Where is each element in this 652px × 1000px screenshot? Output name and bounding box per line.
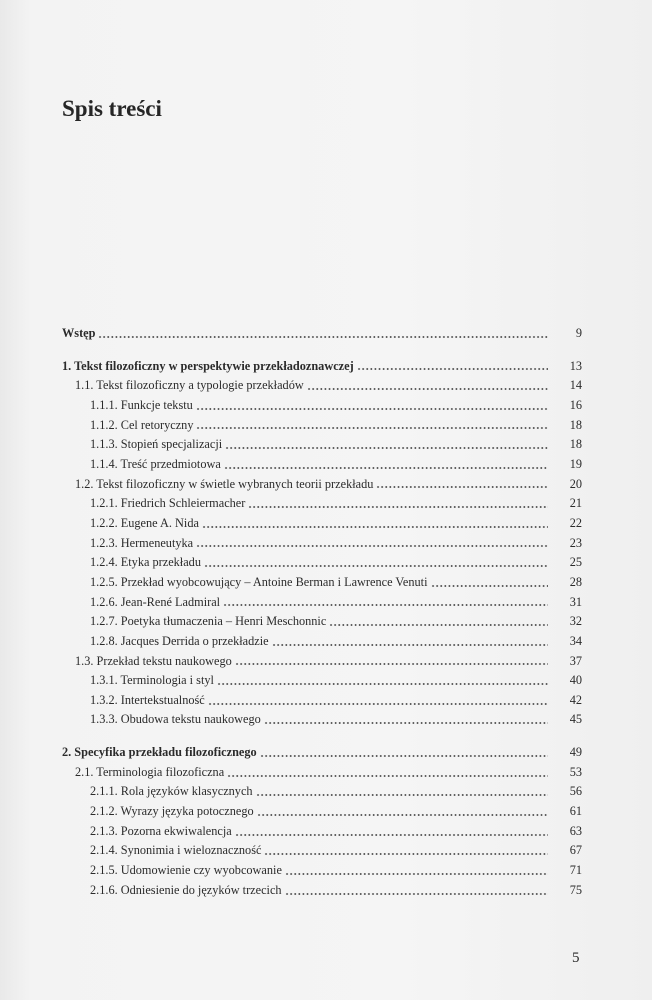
dot-leader <box>285 891 548 897</box>
toc-entry-page: 56 <box>569 784 582 799</box>
toc-entry-label: 2.1.1. Rola języków klasycznych <box>90 784 253 799</box>
toc-entry-label: 2.1. Terminologia filozoficzna <box>75 764 225 779</box>
toc-entry-label: 1. Tekst filozoficzny w perspektywie przekładoznawczej <box>62 358 354 373</box>
dot-leader <box>376 484 548 490</box>
dot-leader <box>217 681 548 687</box>
dot-leader <box>285 871 548 877</box>
dot-leader <box>260 753 548 759</box>
toc-entry-page: 21 <box>569 496 582 511</box>
toc-entry-page: 9 <box>575 326 582 340</box>
dot-leader <box>248 504 548 510</box>
toc-entry-page: 67 <box>569 843 582 858</box>
toc-entry-page: 49 <box>569 745 582 760</box>
toc-entry <box>62 455 582 475</box>
toc-entry-label: 1.3.3. Obudowa tekstu naukowego <box>90 712 261 727</box>
toc-entry-label: 2.1.4. Synonimia i wieloznaczność <box>90 843 262 858</box>
toc-entry <box>62 763 582 783</box>
toc-entry-label: 1.1.1. Funkcje tekstu <box>90 397 193 412</box>
dot-leader <box>196 425 548 431</box>
dot-leader <box>225 445 548 451</box>
dot-leader <box>208 701 548 707</box>
dot-leader <box>329 622 548 628</box>
toc-entry <box>62 841 582 861</box>
toc-entry <box>62 573 582 593</box>
toc-entry <box>62 710 582 730</box>
dot-leader <box>307 386 548 392</box>
dot-leader <box>257 812 548 818</box>
toc-entry-page: 42 <box>569 692 582 707</box>
dot-leader <box>256 792 548 798</box>
toc-entry-page: 18 <box>569 417 582 432</box>
toc-entry-page: 34 <box>569 633 582 648</box>
toc-entry <box>62 376 582 396</box>
toc-entry <box>62 396 582 416</box>
toc-entry-page: 23 <box>569 535 582 550</box>
toc-entry-label: 1.2.5. Przekład wyobcowujący – Antoine Berman i Lawrence Venuti <box>90 574 428 589</box>
toc-entry-page: 31 <box>569 594 582 609</box>
toc-entry-label: 1.2.1. Friedrich Schleiermacher <box>90 496 246 511</box>
toc-entry-label: 1.1.4. Treść przedmiotowa <box>90 456 221 471</box>
toc-entry <box>62 534 582 554</box>
toc-entry <box>62 553 582 573</box>
toc-entry-label: 1.2.8. Jacques Derrida o przekładzie <box>90 633 269 648</box>
toc-entry-page: 13 <box>569 358 582 373</box>
toc-entry-page: 25 <box>569 555 582 570</box>
toc-entry-page: 14 <box>569 378 582 393</box>
dot-leader <box>431 583 548 589</box>
toc-entry-page: 19 <box>569 456 582 471</box>
dot-leader <box>235 832 548 838</box>
dot-leader <box>202 524 548 530</box>
toc-entry-page: 18 <box>569 437 582 452</box>
toc-entry-label: 1.1. Tekst filozoficzny a typologie przekładów <box>75 378 304 393</box>
page-title: Spis treści <box>62 96 162 121</box>
toc-entry <box>62 416 582 436</box>
toc-entry <box>62 632 582 652</box>
table-of-contents <box>62 324 582 900</box>
toc-entry-label: 1.3.1. Terminologia i styl <box>90 673 214 688</box>
toc-entry <box>62 802 582 822</box>
dot-leader <box>227 773 548 779</box>
toc-entry <box>62 324 582 344</box>
toc-entry-label: 1.2.3. Hermeneutyka <box>90 535 194 550</box>
dot-leader <box>196 406 548 412</box>
toc-entry <box>62 881 582 901</box>
page-number: 5 <box>572 950 580 966</box>
toc-entry <box>62 743 582 763</box>
toc-entry-page: 75 <box>569 882 582 897</box>
toc-entry <box>62 691 582 711</box>
toc-entry-label: 1.2.6. Jean-René Ladmiral <box>90 594 221 609</box>
toc-entry-page: 63 <box>569 823 582 838</box>
toc-entry-label: 2.1.2. Wyrazy języka potocznego <box>90 804 254 819</box>
dot-leader <box>272 642 548 648</box>
toc-entry-label: 1.1.3. Stopień specjalizacji <box>90 437 223 452</box>
toc-entry <box>62 782 582 802</box>
dot-leader <box>235 661 548 667</box>
dot-leader <box>264 851 548 857</box>
toc-entry <box>62 822 582 842</box>
toc-entry <box>62 861 582 881</box>
dot-leader <box>196 543 548 549</box>
toc-entry-label: 1.2.2. Eugene A. Nida <box>90 515 199 530</box>
toc-entry-page: 22 <box>569 515 582 530</box>
toc-entry <box>62 475 582 495</box>
toc-entry <box>62 612 582 632</box>
toc-entry-page: 40 <box>569 673 582 688</box>
toc-entry-label: 1.2.4. Etyka przekładu <box>90 555 201 570</box>
toc-entry-page: 71 <box>569 863 582 878</box>
toc-entry-page: 53 <box>569 764 582 779</box>
toc-entry-label: 2. Specyfika przekładu filozoficznego <box>62 745 257 760</box>
toc-entry-page: 37 <box>569 653 582 668</box>
toc-entry <box>62 514 582 534</box>
dot-leader <box>224 465 548 471</box>
toc-entry <box>62 652 582 672</box>
toc-entry-page: 16 <box>569 397 582 412</box>
toc-entry-page: 32 <box>569 614 582 629</box>
toc-entry-page: 28 <box>569 574 582 589</box>
toc-entry-label: 2.1.6. Odniesienie do języków trzecich <box>90 882 282 897</box>
toc-entry-label: 1.2.7. Poetyka tłumaczenia – Henri Meschonnic <box>90 614 327 629</box>
toc-entry-label: 1.2. Tekst filozoficzny w świetle wybranych teorii przekładu <box>75 476 374 491</box>
toc-entry <box>62 435 582 455</box>
dot-leader <box>264 720 548 726</box>
toc-entry-page: 20 <box>569 476 582 491</box>
toc-entry <box>62 494 582 514</box>
toc-entry-label: 1.3.2. Intertekstualność <box>90 692 205 707</box>
toc-entry-page: 61 <box>569 804 582 819</box>
toc-entry <box>62 593 582 613</box>
toc-entry <box>62 357 582 377</box>
toc-entry <box>62 671 582 691</box>
toc-entry-page: 45 <box>569 712 582 727</box>
dot-leader <box>223 602 548 608</box>
toc-entry-label: 1.3. Przekład tekstu naukowego <box>75 653 232 668</box>
dot-leader <box>204 563 548 569</box>
toc-entry-label: 2.1.5. Udomowienie czy wyobcowanie <box>90 863 282 878</box>
dot-leader <box>357 366 548 372</box>
toc-entry-label: 2.1.3. Pozorna ekwiwalencja <box>90 823 232 838</box>
toc-entry-label: 1.1.2. Cel retoryczny <box>90 417 194 432</box>
toc-entry-label: Wstęp <box>62 326 96 340</box>
dot-leader <box>98 334 548 340</box>
